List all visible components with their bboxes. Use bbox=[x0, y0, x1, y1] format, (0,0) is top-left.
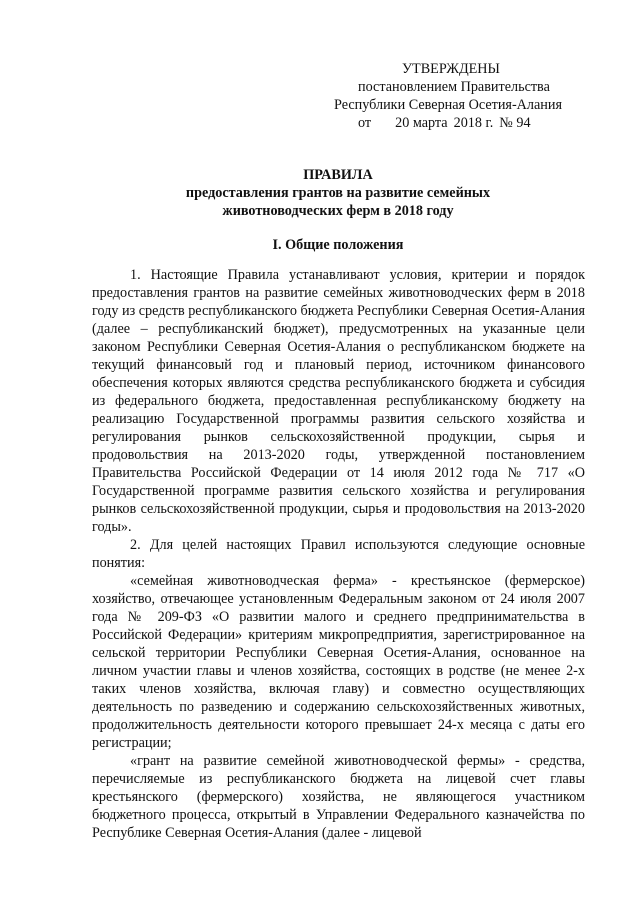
paragraph-1: 1. Настоящие Правила устанавливают условия, критерии и порядок предоставления грантов на развитие семейных животноводческих ферм в 2018 году из средств республиканского бюджета Республики Северная Осетия-Алания (далее – республиканский бюджет), предусмотренных на указанные цели законом Республики Северная Осетия-Алания о республиканском бюджете на текущий финансовый год и плановый период, источником финансового обеспечения которых являются средства республиканского бюджета и субсидия из федерального бюджета, предоставленная республиканскому бюджету на реализацию Государственной программы развития сельского хозяйства и регулирования рынков сельскохозяйственной продукции, сырья и продовольствия на 2013-2020 годы, утвержденной постановлением Правительства Российской Федерации от 14 июля 2012 года № 717 «О Государственной программе развития сельского хозяйства и регулирования рынков сельскохозяйственной продукции, сырья и продовольствия на 2013-2020 годы». bbox=[92, 267, 585, 535]
document-body bbox=[92, 266, 585, 842]
decree-number: № 94 bbox=[499, 115, 531, 131]
paragraph-3: «семейная животноводческая ферма» - крестьянское (фермерское) хозяйство, отвечающее установленным Федеральным законом от 24 июля 2007 года № 209-ФЗ «О развитии малого и среднего предпринимательства в Российской Федерации» критериям микропредприятия, зарегистрированное на сельской территории Республики Северная Осетия-Алания, основанное на личном участии главы и членов хозяйства, состоящих в родстве (не менее 2-х таких членов хозяйства, включая главу) и совместно осуществляющих деятельность по разведению и содержанию сельскохозяйственных животных, продолжительность деятельности которого превышает 24-х месяца с даты его регистрации; bbox=[92, 573, 585, 751]
section-heading: I. Общие положения bbox=[272, 237, 404, 253]
document-subtitle-line2: животноводческих ферм в 2018 году bbox=[222, 203, 454, 219]
decree-year: 2018 г. bbox=[453, 115, 494, 131]
approval-stamp bbox=[330, 60, 610, 132]
decree-date: 20 марта bbox=[395, 115, 448, 131]
approved-label: УТВЕРЖДЕНЫ bbox=[402, 61, 500, 77]
document-title: ПРАВИЛА bbox=[303, 167, 373, 183]
date-line bbox=[330, 114, 610, 132]
decree-line: постановлением Правительства bbox=[358, 79, 550, 95]
republic-line: Республики Северная Осетия-Алания bbox=[334, 97, 563, 113]
date-prefix: от bbox=[358, 115, 372, 131]
paragraph-4: «грант на развитие семейной животноводческой фермы» - средства, перечисляемые из республиканского бюджета на лицевой счет главы крестьянского (фермерского) хозяйства, не являющегося участником бюджетного процесса, открытый в Управлении Федерального казначейства по Республике Северная Осетия-Алания (далее - лицевой bbox=[92, 753, 585, 841]
paragraph-2: 2. Для целей настоящих Правил используются следующие основные понятия: bbox=[92, 537, 585, 571]
document-subtitle-line1: предоставления грантов на развитие семейных bbox=[185, 185, 491, 201]
